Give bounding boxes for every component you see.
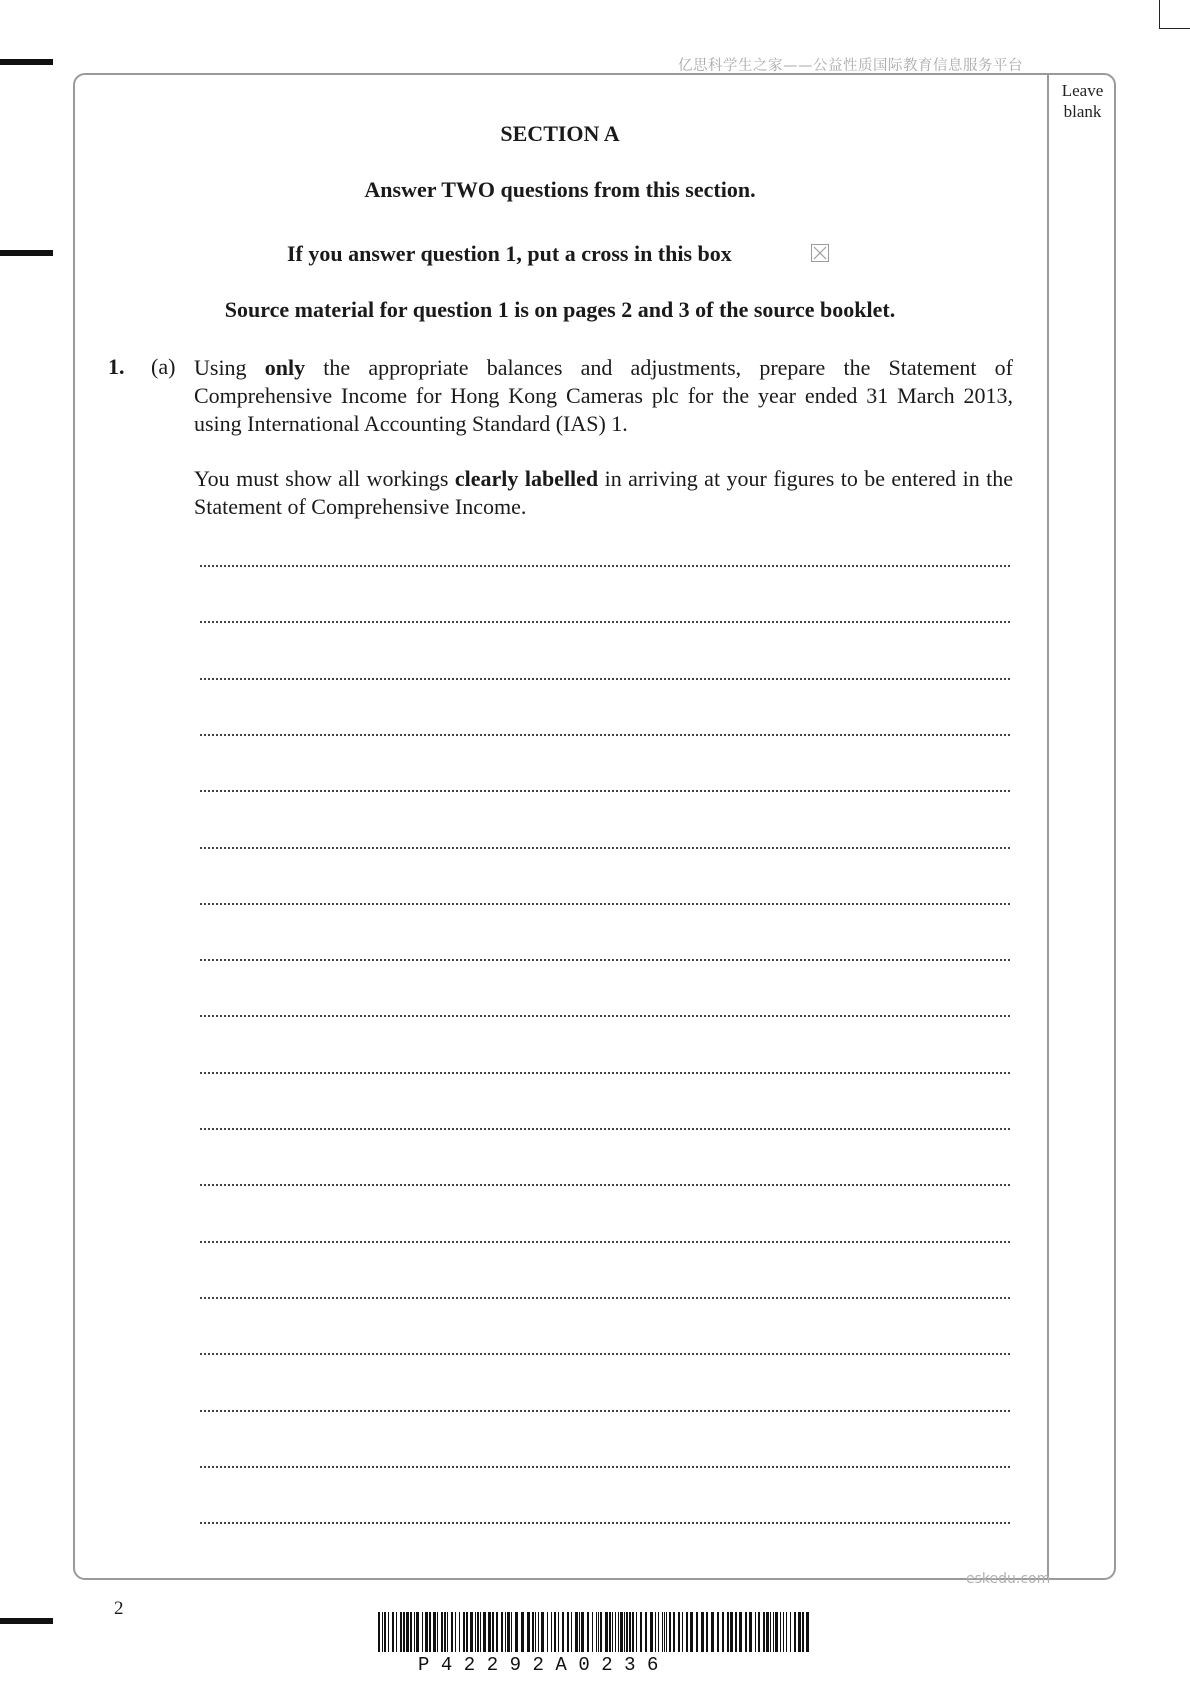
answer-line[interactable] (200, 678, 1010, 680)
barcode-bar (612, 1612, 613, 1652)
barcode-bar (416, 1612, 419, 1652)
question-number: 1. (108, 354, 125, 379)
barcode-bar (511, 1612, 512, 1652)
barcode-bar (562, 1612, 564, 1652)
barcode-bar (382, 1612, 383, 1652)
barcode-bar (396, 1612, 397, 1652)
barcode-bar (492, 1612, 494, 1652)
barcode-bar (587, 1612, 589, 1652)
barcode-bar (575, 1612, 578, 1652)
barcode-bar (739, 1612, 742, 1652)
barcode-bar (730, 1612, 733, 1652)
question-text: Using only the appropriate balances and adjustments, prepare the Statement of Comprehensive Income for Hong Kong Cameras plc for the year ended 31 March 2013, using International Accounting Standard (IAS) 1. (194, 355, 1014, 436)
leave-blank-label-2: blank (1063, 102, 1102, 121)
barcode-bar (477, 1612, 479, 1652)
barcode-bar (598, 1612, 599, 1652)
barcode-bar (775, 1612, 778, 1652)
barcode-bar (802, 1612, 804, 1652)
barcode-bar (444, 1612, 446, 1652)
barcode-bar (466, 1612, 468, 1652)
barcode-bar (618, 1612, 619, 1652)
barcode-bar (735, 1612, 737, 1652)
barcode-bar (571, 1612, 572, 1652)
margin-tick-mark (0, 59, 53, 65)
barcode-bar (414, 1612, 415, 1652)
barcode-bar (763, 1612, 765, 1652)
barcode-bar (451, 1612, 453, 1652)
barcode-bar (696, 1612, 698, 1652)
barcode-bar (624, 1612, 625, 1652)
answer-line[interactable] (200, 903, 1010, 905)
question-select-checkbox[interactable] (811, 244, 829, 262)
answer-line[interactable] (200, 1522, 1010, 1524)
answer-line[interactable] (200, 1466, 1010, 1468)
barcode-bar (758, 1612, 760, 1652)
barcode-bar (558, 1612, 559, 1652)
barcode-bar (422, 1612, 423, 1652)
barcode-bar (790, 1612, 791, 1652)
barcode-bar (682, 1612, 683, 1652)
barcode-bar (483, 1612, 486, 1652)
barcode-bar (410, 1612, 412, 1652)
barcode-bar (780, 1612, 781, 1652)
barcode-bar (488, 1612, 491, 1652)
barcode-bar (400, 1612, 402, 1652)
barcode-bar (541, 1612, 544, 1652)
answer-line[interactable] (200, 1184, 1010, 1186)
barcode-bar (609, 1612, 611, 1652)
barcode-bar (632, 1612, 634, 1652)
source-note: Source material for question 1 is on pages 2 and 3 of the source booklet. (224, 297, 896, 322)
barcode-bar (567, 1612, 569, 1652)
barcode-bar (664, 1612, 665, 1652)
answer-line[interactable] (200, 847, 1010, 849)
barcode-bar (766, 1612, 769, 1652)
barcode-bar (686, 1612, 688, 1652)
barcode-bar (538, 1612, 539, 1652)
answer-line[interactable] (200, 1241, 1010, 1243)
answer-line[interactable] (200, 1128, 1010, 1130)
barcode-bar (551, 1612, 552, 1652)
watermark-top: 亿思科学生之家——公益性质国际教育信息服务平台 (678, 58, 1023, 74)
cross-icon (812, 245, 828, 261)
watermark-bottom: eskedu.com (966, 1571, 1051, 1587)
barcode-bar (678, 1612, 680, 1652)
barcode-bar (770, 1612, 771, 1652)
barcode-bar (392, 1612, 394, 1652)
barcode-bar (706, 1612, 708, 1652)
answer-line[interactable] (200, 621, 1010, 623)
cross-box-prompt: If you answer question 1, put a cross in this box (287, 241, 732, 266)
barcode-bar (794, 1612, 796, 1652)
margin-tick-mark (0, 250, 53, 256)
barcode-bar (745, 1612, 747, 1652)
barcode-bar (755, 1612, 756, 1652)
barcode-bar (429, 1612, 431, 1652)
barcode-bar (645, 1612, 647, 1652)
answer-line[interactable] (200, 1353, 1010, 1355)
barcode-bar (690, 1612, 693, 1652)
question-instruction: You must show all workings clearly labelled in arriving at your figures to be entered in the Statement of Comprehensive Income. (194, 466, 1013, 519)
answer-line[interactable] (200, 565, 1010, 567)
barcode-bar (605, 1612, 608, 1652)
barcode-bar (620, 1612, 623, 1652)
barcode-bar (673, 1612, 675, 1652)
barcode-bar (615, 1612, 616, 1652)
margin-tick-mark (0, 1618, 53, 1624)
barcode-bar (554, 1612, 556, 1652)
barcode-text: P42292A0236 (418, 1654, 670, 1676)
barcode-bar (532, 1612, 534, 1652)
section-title: SECTION A (500, 121, 620, 146)
barcode-bar (581, 1612, 584, 1652)
barcode-bar (640, 1612, 642, 1652)
page-number: 2 (114, 1598, 124, 1619)
barcode-bar (470, 1612, 473, 1652)
answer-line[interactable] (200, 734, 1010, 736)
barcode-bar (515, 1612, 518, 1652)
barcode-bar (384, 1612, 386, 1652)
barcode-bar (662, 1612, 663, 1652)
barcode-bar (626, 1612, 628, 1652)
barcode-bar (425, 1612, 428, 1652)
barcode-bar (749, 1612, 752, 1652)
barcode-bar (655, 1612, 656, 1652)
barcode-bar (521, 1612, 524, 1652)
barcode-bar (496, 1612, 498, 1652)
barcode-bar (669, 1612, 671, 1652)
barcode-bar (459, 1612, 460, 1652)
barcode-bar (505, 1612, 506, 1652)
barcode-bar (783, 1612, 784, 1652)
barcode-bar (592, 1612, 593, 1652)
barcode-bar (507, 1612, 510, 1652)
barcode-bar (666, 1612, 667, 1652)
barcode-bar (535, 1612, 536, 1652)
leave-blank-divider (1047, 73, 1049, 1580)
barcode-bar (806, 1612, 809, 1652)
answer-line[interactable] (200, 959, 1010, 961)
section-instruction: Answer TWO questions from this section. (364, 177, 756, 202)
barcode-bar (378, 1612, 380, 1652)
crop-corner-mark (1159, 0, 1190, 29)
barcode-image (378, 1612, 810, 1652)
answer-line[interactable] (200, 1015, 1010, 1017)
barcode-bar (388, 1612, 389, 1652)
barcode-bar (437, 1612, 438, 1652)
barcode-bar (798, 1612, 801, 1652)
barcode-bar (636, 1612, 637, 1652)
leave-blank-label-1: Leave (1061, 81, 1104, 100)
barcode-bar (406, 1612, 409, 1652)
barcode-bar (441, 1612, 443, 1652)
barcode-bar (711, 1612, 714, 1652)
barcode-bar (433, 1612, 436, 1652)
answer-line[interactable] (200, 790, 1010, 792)
barcode-bar (480, 1612, 481, 1652)
barcode-bar (501, 1612, 503, 1652)
answer-line[interactable] (200, 1297, 1010, 1299)
barcode-bar (650, 1612, 653, 1652)
answer-line[interactable] (200, 1072, 1010, 1074)
barcode-bar (547, 1612, 548, 1652)
barcode-bar (403, 1612, 405, 1652)
barcode-bar (527, 1612, 530, 1652)
barcode-bar (658, 1612, 659, 1652)
barcode-bar (717, 1612, 719, 1652)
barcode-bar (722, 1612, 724, 1652)
question-part: (a) (151, 354, 176, 379)
barcode-bar (455, 1612, 456, 1652)
barcode-bar (786, 1612, 787, 1652)
answer-line[interactable] (200, 1410, 1010, 1412)
barcode-bar (447, 1612, 448, 1652)
barcode-bar (773, 1612, 774, 1652)
barcode-bar (629, 1612, 631, 1652)
barcode-bar (579, 1612, 580, 1652)
barcode-bar (596, 1612, 597, 1652)
barcode-bar (727, 1612, 729, 1652)
barcode-bar (600, 1612, 602, 1652)
barcode-bar (463, 1612, 465, 1652)
barcode-bar (701, 1612, 704, 1652)
barcode-bar (475, 1612, 476, 1652)
leave-blank-column (1049, 80, 1116, 122)
